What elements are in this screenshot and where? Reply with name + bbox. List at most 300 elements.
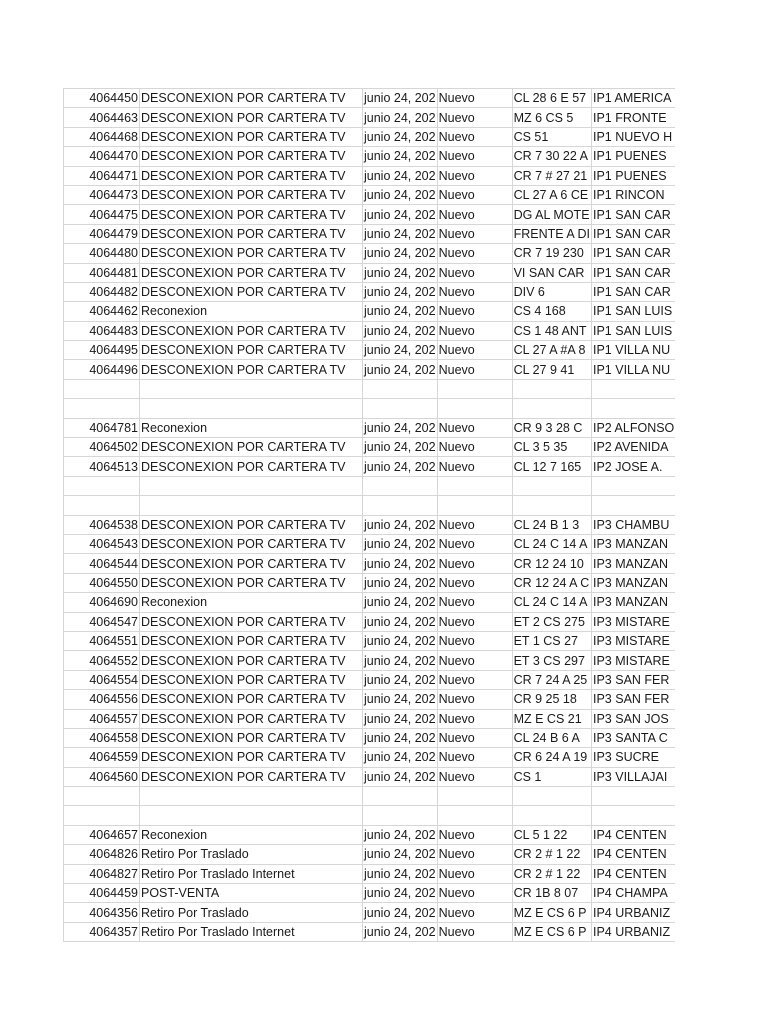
- table-row: [64, 690, 676, 709]
- description-cell: Retiro Por Traslado: [140, 903, 363, 922]
- status-cell: Nuevo: [437, 89, 512, 108]
- status-cell: Nuevo: [437, 302, 512, 321]
- description-cell: POST-VENTA: [140, 884, 363, 903]
- date-cell: junio 24, 202: [363, 302, 438, 321]
- empty-row: [64, 787, 676, 806]
- status-cell: Nuevo: [437, 360, 512, 379]
- order-id-cell: 4064483: [64, 321, 140, 340]
- status-cell: Nuevo: [437, 728, 512, 747]
- zone-cell: IP3 SAN FER: [592, 690, 676, 709]
- address-cell: CR 7 19 230: [512, 244, 591, 263]
- order-id-cell: 4064450: [64, 89, 140, 108]
- date-cell: junio 24, 202: [363, 534, 438, 553]
- order-id-cell: 4064544: [64, 554, 140, 573]
- empty-cell: [140, 787, 363, 806]
- date-cell: junio 24, 202: [363, 341, 438, 360]
- order-id-cell: 4064551: [64, 631, 140, 650]
- empty-cell: [140, 496, 363, 515]
- status-cell: Nuevo: [437, 282, 512, 301]
- status-cell: Nuevo: [437, 418, 512, 437]
- description-cell: DESCONEXION POR CARTERA TV: [140, 457, 363, 476]
- address-cell: CL 27 9 41: [512, 360, 591, 379]
- table-row: [64, 438, 676, 457]
- status-cell: Nuevo: [437, 690, 512, 709]
- empty-cell: [512, 476, 591, 495]
- empty-cell: [437, 787, 512, 806]
- order-id-cell: 4064558: [64, 728, 140, 747]
- date-cell: junio 24, 202: [363, 360, 438, 379]
- zone-cell: IP1 VILLA NU: [592, 341, 676, 360]
- order-id-cell: 4064556: [64, 690, 140, 709]
- order-id-cell: 4064657: [64, 825, 140, 844]
- table-row: [64, 748, 676, 767]
- address-cell: CL 24 B 6 A: [512, 728, 591, 747]
- order-id-cell: 4064468: [64, 127, 140, 146]
- description-cell: DESCONEXION POR CARTERA TV: [140, 534, 363, 553]
- empty-cell: [363, 787, 438, 806]
- status-cell: Nuevo: [437, 554, 512, 573]
- empty-cell: [592, 787, 676, 806]
- description-cell: DESCONEXION POR CARTERA TV: [140, 147, 363, 166]
- order-id-cell: 4064480: [64, 244, 140, 263]
- date-cell: junio 24, 202: [363, 903, 438, 922]
- empty-cell: [64, 496, 140, 515]
- description-cell: DESCONEXION POR CARTERA TV: [140, 573, 363, 592]
- empty-cell: [437, 806, 512, 825]
- description-cell: DESCONEXION POR CARTERA TV: [140, 515, 363, 534]
- empty-cell: [512, 399, 591, 418]
- zone-cell: IP2 ALFONSO: [592, 418, 676, 437]
- empty-cell: [512, 496, 591, 515]
- zone-cell: IP1 VILLA NU: [592, 360, 676, 379]
- order-id-cell: 4064495: [64, 341, 140, 360]
- empty-cell: [140, 399, 363, 418]
- description-cell: DESCONEXION POR CARTERA TV: [140, 282, 363, 301]
- table-row: [64, 554, 676, 573]
- order-id-cell: 4064547: [64, 612, 140, 631]
- order-id-cell: 4064356: [64, 903, 140, 922]
- table-row: [64, 147, 676, 166]
- address-cell: MZ E CS 6 P: [512, 903, 591, 922]
- description-cell: Reconexion: [140, 593, 363, 612]
- zone-cell: IP3 MANZAN: [592, 554, 676, 573]
- empty-row: [64, 476, 676, 495]
- description-cell: DESCONEXION POR CARTERA TV: [140, 205, 363, 224]
- date-cell: junio 24, 202: [363, 108, 438, 127]
- table-row: [64, 302, 676, 321]
- date-cell: junio 24, 202: [363, 263, 438, 282]
- address-cell: CS 4 168: [512, 302, 591, 321]
- description-cell: DESCONEXION POR CARTERA TV: [140, 360, 363, 379]
- status-cell: Nuevo: [437, 147, 512, 166]
- order-id-cell: 4064781: [64, 418, 140, 437]
- order-id-cell: 4064827: [64, 864, 140, 883]
- zone-cell: IP4 CHAMPA: [592, 884, 676, 903]
- zone-cell: IP2 AVENIDA: [592, 438, 676, 457]
- empty-cell: [140, 806, 363, 825]
- status-cell: Nuevo: [437, 457, 512, 476]
- empty-cell: [592, 496, 676, 515]
- status-cell: Nuevo: [437, 612, 512, 631]
- order-id-cell: 4064470: [64, 147, 140, 166]
- address-cell: CR 9 3 28 C: [512, 418, 591, 437]
- date-cell: junio 24, 202: [363, 418, 438, 437]
- order-id-cell: 4064560: [64, 767, 140, 786]
- empty-cell: [64, 787, 140, 806]
- address-cell: FRENTE A DI: [512, 224, 591, 243]
- order-id-cell: 4064538: [64, 515, 140, 534]
- address-cell: CR 1B 8 07: [512, 884, 591, 903]
- date-cell: junio 24, 202: [363, 457, 438, 476]
- zone-cell: IP3 VILLAJAI: [592, 767, 676, 786]
- status-cell: Nuevo: [437, 224, 512, 243]
- description-cell: DESCONEXION POR CARTERA TV: [140, 690, 363, 709]
- date-cell: junio 24, 202: [363, 205, 438, 224]
- table-row: [64, 728, 676, 747]
- description-cell: Retiro Por Traslado Internet: [140, 922, 363, 941]
- table-row: [64, 108, 676, 127]
- date-cell: junio 24, 202: [363, 89, 438, 108]
- order-id-cell: 4064496: [64, 360, 140, 379]
- empty-row: [64, 399, 676, 418]
- order-id-cell: 4064690: [64, 593, 140, 612]
- order-id-cell: 4064559: [64, 748, 140, 767]
- empty-row: [64, 496, 676, 515]
- description-cell: DESCONEXION POR CARTERA TV: [140, 651, 363, 670]
- address-cell: CL 27 A #A 8: [512, 341, 591, 360]
- empty-cell: [140, 379, 363, 398]
- empty-cell: [437, 379, 512, 398]
- address-cell: CL 24 C 14 A: [512, 534, 591, 553]
- empty-cell: [592, 399, 676, 418]
- order-id-cell: 4064543: [64, 534, 140, 553]
- zone-cell: IP1 SAN CAR: [592, 263, 676, 282]
- order-id-cell: 4064557: [64, 709, 140, 728]
- address-cell: CL 12 7 165: [512, 457, 591, 476]
- address-cell: DG AL MOTE: [512, 205, 591, 224]
- table-row: [64, 534, 676, 553]
- table-row: [64, 922, 676, 941]
- status-cell: Nuevo: [437, 341, 512, 360]
- table-row: [64, 612, 676, 631]
- table-row: [64, 884, 676, 903]
- description-cell: DESCONEXION POR CARTERA TV: [140, 728, 363, 747]
- description-cell: DESCONEXION POR CARTERA TV: [140, 244, 363, 263]
- zone-cell: IP1 RINCON: [592, 185, 676, 204]
- empty-cell: [363, 399, 438, 418]
- zone-cell: IP3 MISTARE: [592, 612, 676, 631]
- description-cell: DESCONEXION POR CARTERA TV: [140, 321, 363, 340]
- orders-table: [63, 88, 675, 942]
- date-cell: junio 24, 202: [363, 825, 438, 844]
- address-cell: CS 1 48 ANT: [512, 321, 591, 340]
- date-cell: junio 24, 202: [363, 244, 438, 263]
- address-cell: MZ 6 CS 5: [512, 108, 591, 127]
- date-cell: junio 24, 202: [363, 147, 438, 166]
- zone-cell: IP1 SAN CAR: [592, 224, 676, 243]
- order-id-cell: 4064513: [64, 457, 140, 476]
- status-cell: Nuevo: [437, 573, 512, 592]
- table-row: [64, 709, 676, 728]
- description-cell: DESCONEXION POR CARTERA TV: [140, 767, 363, 786]
- orders-table-body: [64, 89, 676, 942]
- table-row: [64, 127, 676, 146]
- table-row: [64, 263, 676, 282]
- date-cell: junio 24, 202: [363, 166, 438, 185]
- status-cell: Nuevo: [437, 864, 512, 883]
- status-cell: Nuevo: [437, 534, 512, 553]
- status-cell: Nuevo: [437, 321, 512, 340]
- table-row: [64, 593, 676, 612]
- date-cell: junio 24, 202: [363, 748, 438, 767]
- status-cell: Nuevo: [437, 670, 512, 689]
- date-cell: junio 24, 202: [363, 321, 438, 340]
- order-id-cell: 4064463: [64, 108, 140, 127]
- table-row: [64, 864, 676, 883]
- empty-cell: [512, 806, 591, 825]
- address-cell: CR 2 # 1 22: [512, 845, 591, 864]
- date-cell: junio 24, 202: [363, 185, 438, 204]
- status-cell: Nuevo: [437, 748, 512, 767]
- zone-cell: IP1 AMERICA: [592, 89, 676, 108]
- description-cell: Reconexion: [140, 302, 363, 321]
- zone-cell: IP1 PUENES: [592, 147, 676, 166]
- order-id-cell: 4064475: [64, 205, 140, 224]
- order-id-cell: 4064473: [64, 185, 140, 204]
- zone-cell: IP2 JOSE A.: [592, 457, 676, 476]
- description-cell: DESCONEXION POR CARTERA TV: [140, 554, 363, 573]
- zone-cell: IP4 URBANIZ: [592, 903, 676, 922]
- table-row: [64, 185, 676, 204]
- address-cell: MZ E CS 6 P: [512, 922, 591, 941]
- description-cell: DESCONEXION POR CARTERA TV: [140, 263, 363, 282]
- description-cell: DESCONEXION POR CARTERA TV: [140, 224, 363, 243]
- status-cell: Nuevo: [437, 651, 512, 670]
- address-cell: CL 28 6 E 57: [512, 89, 591, 108]
- description-cell: Reconexion: [140, 825, 363, 844]
- address-cell: CS 1: [512, 767, 591, 786]
- table-row: [64, 89, 676, 108]
- status-cell: Nuevo: [437, 108, 512, 127]
- zone-cell: IP1 SAN CAR: [592, 244, 676, 263]
- status-cell: Nuevo: [437, 244, 512, 263]
- order-id-cell: 4064482: [64, 282, 140, 301]
- order-id-cell: 4064502: [64, 438, 140, 457]
- order-id-cell: 4064554: [64, 670, 140, 689]
- zone-cell: IP3 MANZAN: [592, 534, 676, 553]
- zone-cell: IP3 MISTARE: [592, 631, 676, 650]
- status-cell: Nuevo: [437, 515, 512, 534]
- empty-cell: [512, 787, 591, 806]
- description-cell: DESCONEXION POR CARTERA TV: [140, 612, 363, 631]
- status-cell: Nuevo: [437, 884, 512, 903]
- empty-cell: [437, 476, 512, 495]
- order-id-cell: 4064462: [64, 302, 140, 321]
- address-cell: CL 24 C 14 A: [512, 593, 591, 612]
- date-cell: junio 24, 202: [363, 670, 438, 689]
- address-cell: CR 7 30 22 A: [512, 147, 591, 166]
- empty-row: [64, 379, 676, 398]
- address-cell: DIV 6: [512, 282, 591, 301]
- table-row: [64, 321, 676, 340]
- date-cell: junio 24, 202: [363, 438, 438, 457]
- description-cell: DESCONEXION POR CARTERA TV: [140, 670, 363, 689]
- empty-cell: [592, 806, 676, 825]
- table-row: [64, 418, 676, 437]
- order-id-cell: 4064550: [64, 573, 140, 592]
- order-id-cell: 4064552: [64, 651, 140, 670]
- table-row: [64, 631, 676, 650]
- table-row: [64, 457, 676, 476]
- zone-cell: IP1 SAN CAR: [592, 282, 676, 301]
- empty-cell: [592, 476, 676, 495]
- address-cell: ET 1 CS 27: [512, 631, 591, 650]
- description-cell: DESCONEXION POR CARTERA TV: [140, 166, 363, 185]
- table-row: [64, 341, 676, 360]
- zone-cell: IP1 SAN LUIS: [592, 302, 676, 321]
- status-cell: Nuevo: [437, 845, 512, 864]
- zone-cell: IP3 SUCRE: [592, 748, 676, 767]
- zone-cell: IP1 PUENES: [592, 166, 676, 185]
- description-cell: DESCONEXION POR CARTERA TV: [140, 709, 363, 728]
- table-row: [64, 224, 676, 243]
- date-cell: junio 24, 202: [363, 612, 438, 631]
- order-id-cell: 4064459: [64, 884, 140, 903]
- status-cell: Nuevo: [437, 631, 512, 650]
- description-cell: DESCONEXION POR CARTERA TV: [140, 185, 363, 204]
- zone-cell: IP3 MISTARE: [592, 651, 676, 670]
- table-row: [64, 282, 676, 301]
- date-cell: junio 24, 202: [363, 631, 438, 650]
- date-cell: junio 24, 202: [363, 767, 438, 786]
- order-id-cell: 4064471: [64, 166, 140, 185]
- description-cell: Retiro Por Traslado: [140, 845, 363, 864]
- address-cell: CL 3 5 35: [512, 438, 591, 457]
- date-cell: junio 24, 202: [363, 573, 438, 592]
- empty-cell: [512, 379, 591, 398]
- order-id-cell: 4064479: [64, 224, 140, 243]
- description-cell: DESCONEXION POR CARTERA TV: [140, 341, 363, 360]
- date-cell: junio 24, 202: [363, 690, 438, 709]
- zone-cell: IP3 CHAMBU: [592, 515, 676, 534]
- zone-cell: IP4 CENTEN: [592, 845, 676, 864]
- zone-cell: IP3 MANZAN: [592, 593, 676, 612]
- description-cell: DESCONEXION POR CARTERA TV: [140, 438, 363, 457]
- address-cell: CR 7 24 A 25: [512, 670, 591, 689]
- date-cell: junio 24, 202: [363, 845, 438, 864]
- date-cell: junio 24, 202: [363, 864, 438, 883]
- zone-cell: IP3 SAN FER: [592, 670, 676, 689]
- address-cell: CR 6 24 A 19: [512, 748, 591, 767]
- table-row: [64, 651, 676, 670]
- empty-cell: [64, 476, 140, 495]
- table-row: [64, 573, 676, 592]
- empty-cell: [64, 379, 140, 398]
- address-cell: CS 51: [512, 127, 591, 146]
- date-cell: junio 24, 202: [363, 709, 438, 728]
- date-cell: junio 24, 202: [363, 593, 438, 612]
- table-row: [64, 825, 676, 844]
- date-cell: junio 24, 202: [363, 127, 438, 146]
- address-cell: CL 24 B 1 3: [512, 515, 591, 534]
- address-cell: CR 7 # 27 21: [512, 166, 591, 185]
- empty-cell: [363, 806, 438, 825]
- empty-cell: [64, 399, 140, 418]
- date-cell: junio 24, 202: [363, 651, 438, 670]
- status-cell: Nuevo: [437, 593, 512, 612]
- date-cell: junio 24, 202: [363, 922, 438, 941]
- empty-cell: [592, 379, 676, 398]
- description-cell: DESCONEXION POR CARTERA TV: [140, 89, 363, 108]
- zone-cell: IP3 SAN JOS: [592, 709, 676, 728]
- address-cell: CL 27 A 6 CE: [512, 185, 591, 204]
- status-cell: Nuevo: [437, 903, 512, 922]
- description-cell: Reconexion: [140, 418, 363, 437]
- description-cell: DESCONEXION POR CARTERA TV: [140, 108, 363, 127]
- address-cell: CR 9 25 18: [512, 690, 591, 709]
- table-row: [64, 670, 676, 689]
- zone-cell: IP1 NUEVO H: [592, 127, 676, 146]
- empty-cell: [64, 806, 140, 825]
- status-cell: Nuevo: [437, 767, 512, 786]
- table-row: [64, 515, 676, 534]
- order-id-cell: 4064357: [64, 922, 140, 941]
- status-cell: Nuevo: [437, 438, 512, 457]
- date-cell: junio 24, 202: [363, 282, 438, 301]
- table-row: [64, 845, 676, 864]
- empty-cell: [363, 476, 438, 495]
- order-id-cell: 4064481: [64, 263, 140, 282]
- table-row: [64, 767, 676, 786]
- zone-cell: IP4 URBANIZ: [592, 922, 676, 941]
- status-cell: Nuevo: [437, 166, 512, 185]
- status-cell: Nuevo: [437, 185, 512, 204]
- date-cell: junio 24, 202: [363, 515, 438, 534]
- zone-cell: IP4 CENTEN: [592, 825, 676, 844]
- zone-cell: IP3 SANTA C: [592, 728, 676, 747]
- status-cell: Nuevo: [437, 922, 512, 941]
- date-cell: junio 24, 202: [363, 554, 438, 573]
- date-cell: junio 24, 202: [363, 728, 438, 747]
- empty-cell: [437, 399, 512, 418]
- empty-cell: [437, 496, 512, 515]
- zone-cell: IP1 SAN CAR: [592, 205, 676, 224]
- empty-row: [64, 806, 676, 825]
- date-cell: junio 24, 202: [363, 884, 438, 903]
- address-cell: ET 2 CS 275: [512, 612, 591, 631]
- address-cell: MZ E CS 21: [512, 709, 591, 728]
- address-cell: CL 5 1 22: [512, 825, 591, 844]
- address-cell: CR 2 # 1 22: [512, 864, 591, 883]
- address-cell: ET 3 CS 297: [512, 651, 591, 670]
- empty-cell: [363, 379, 438, 398]
- address-cell: VI SAN CAR: [512, 263, 591, 282]
- status-cell: Nuevo: [437, 127, 512, 146]
- date-cell: junio 24, 202: [363, 224, 438, 243]
- table-row: [64, 244, 676, 263]
- status-cell: Nuevo: [437, 205, 512, 224]
- description-cell: DESCONEXION POR CARTERA TV: [140, 631, 363, 650]
- description-cell: Retiro Por Traslado Internet: [140, 864, 363, 883]
- description-cell: DESCONEXION POR CARTERA TV: [140, 127, 363, 146]
- description-cell: DESCONEXION POR CARTERA TV: [140, 748, 363, 767]
- status-cell: Nuevo: [437, 825, 512, 844]
- zone-cell: IP3 MANZAN: [592, 573, 676, 592]
- zone-cell: IP1 FRONTE: [592, 108, 676, 127]
- table-row: [64, 205, 676, 224]
- status-cell: Nuevo: [437, 263, 512, 282]
- table-row: [64, 360, 676, 379]
